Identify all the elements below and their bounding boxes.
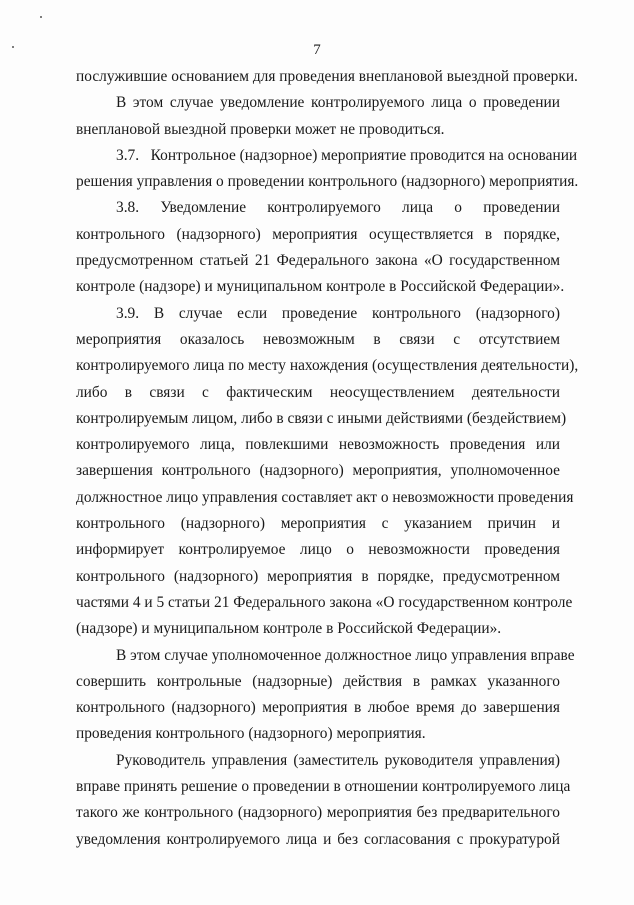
text-line: контрольного (надзорного) мероприятия с указанием причин и bbox=[76, 515, 560, 533]
text-line: совершить контрольные (надзорные) действия в рамках указанного bbox=[76, 672, 560, 690]
text-line: 3.7. Контрольное (надзорное) мероприятие проводится на основании bbox=[116, 146, 578, 164]
text-line: вправе принять решение о проведении в отношении контролируемого лица bbox=[76, 778, 571, 796]
text-line: 3.8. Уведомление контролируемого лица о проведении bbox=[116, 199, 560, 217]
text-line: В этом случае уведомление контролируемого лица о проведении bbox=[116, 94, 560, 112]
text-line: (надзоре) и муниципальном контроле в Российской Федерации». bbox=[76, 620, 502, 638]
text-line: уведомления контролируемого лица и без согласования с прокуратурой bbox=[76, 830, 560, 848]
text-line: должностное лицо управления составляет акт о невозможности проведения bbox=[76, 488, 574, 506]
text-line: завершения контрольного (надзорного) мероприятия, уполномоченное bbox=[76, 462, 560, 480]
text-line: контрольного (надзорного) мероприятия в любое время до завершения bbox=[76, 699, 560, 717]
text-line: внеплановой выездной проверки может не проводиться. bbox=[76, 120, 445, 138]
text-line: информирует контролируемое лицо о невозможности проведения bbox=[76, 541, 560, 559]
text-line: либо в связи с фактическим неосуществлением деятельности bbox=[76, 383, 560, 401]
text-line: контролируемого лица, повлекшими невозможность проведения или bbox=[76, 436, 560, 454]
text-line: проведения контрольного (надзорного) мероприятия. bbox=[76, 725, 426, 743]
text-line: В этом случае уполномоченное должностное лицо управления вправе bbox=[116, 646, 575, 664]
text-line: предусмотренном статьей 21 Федерального закона «О государственном bbox=[76, 252, 560, 270]
page-number: 7 bbox=[313, 42, 321, 58]
document-body bbox=[76, 64, 579, 853]
scan-speck bbox=[40, 16, 42, 18]
text-line: контролируемым лицом, либо в связи с иными действиями (бездействием) bbox=[76, 409, 567, 427]
text-line: контролируемого лица по месту нахождения (осуществления деятельности), bbox=[76, 357, 579, 375]
text-line: 3.9. В случае если проведение контрольного (надзорного) bbox=[116, 304, 560, 322]
text-line: частями 4 и 5 статьи 21 Федерального закона «О государственном контроле bbox=[76, 593, 573, 611]
text-line: контрольного (надзорного) мероприятия осуществляется в порядке, bbox=[76, 225, 560, 243]
text-line: послужившие основанием для проведения внеплановой выездной проверки. bbox=[76, 68, 578, 85]
text-line: Руководитель управления (заместитель руководителя управления) bbox=[116, 751, 560, 769]
text-line: решения управления о проведении контрольного (надзорного) мероприятия. bbox=[76, 173, 579, 191]
text-line: контрольного (надзорного) мероприятия в порядке, предусмотренном bbox=[76, 567, 560, 585]
text-line: контроле (надзоре) и муниципальном контроле в Российской Федерации». bbox=[76, 278, 565, 296]
text-line: мероприятия оказалось невозможным в связи с отсутствием bbox=[76, 330, 560, 348]
text-line: такого же контрольного (надзорного) мероприятия без предварительного bbox=[76, 804, 560, 822]
